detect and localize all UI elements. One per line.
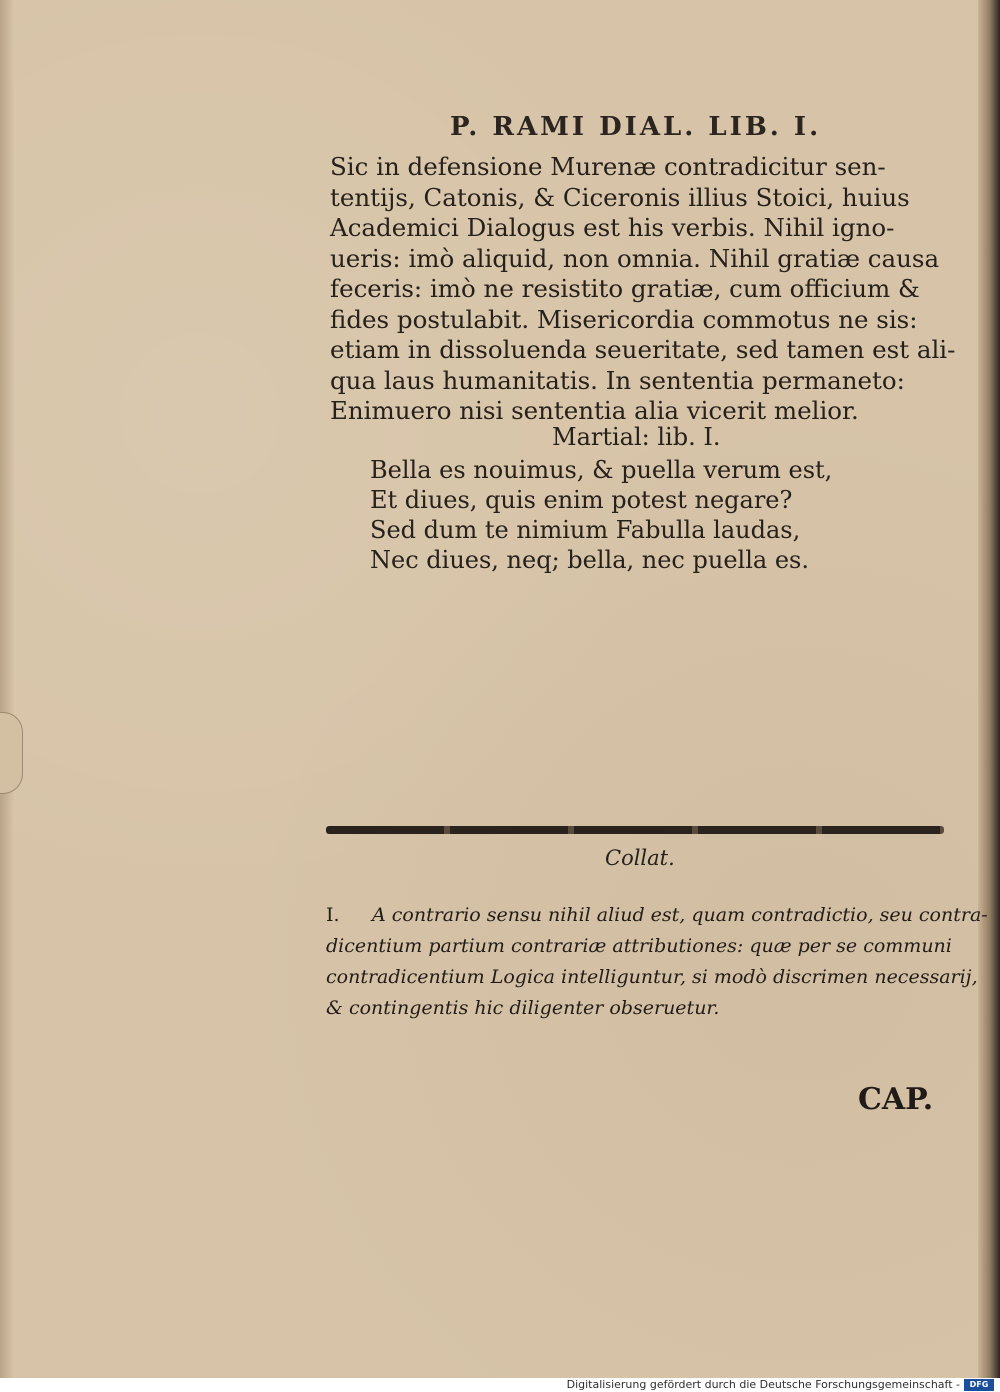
main-text-line: fides postulabit. Misericordia commotus ne sis: (330, 304, 918, 334)
verse-line: Sed dum te nimium Fabulla laudas, (370, 516, 801, 544)
commentary-note (326, 900, 988, 1024)
verse-line: Et diues, quis enim potest negare? (370, 486, 793, 514)
verse-block (370, 455, 832, 575)
verse-line: Nec diues, neq; bella, nec puella es. (370, 546, 809, 574)
main-text-line: qua laus humanitatis. In sententia permaneto: (330, 365, 905, 395)
note-line: contradicentium Logica intelliguntur, si modò discrimen necessarij, (326, 966, 978, 988)
verse-line: Bella es nouimus, & puella verum est, (370, 456, 833, 484)
ornamental-rule (326, 826, 944, 834)
verse-source-heading: Martial: lib. I. (552, 423, 721, 451)
main-text-line: Enimuero nisi sententia alia vicerit melior. (330, 396, 859, 425)
footer-credit: Digitalisierung gefördert durch die Deutsche Forschungsgemeinschaft - (566, 1378, 960, 1391)
main-text-line: Academici Dialogus est his verbis. Nihil igno- (330, 213, 895, 242)
note-number: I. (326, 904, 340, 926)
note-line-text: A contrario sensu nihil aliud est, quam contradictio, seu contra- (372, 904, 988, 926)
note-line: dicentium partium contrariæ attributiones: quæ per se communi (326, 935, 952, 957)
note-line: & contingentis hic diligenter obseruetur. (326, 997, 720, 1019)
page-binding-edge (978, 0, 1000, 1378)
collat-heading: Collat. (605, 846, 675, 870)
running-head: P. RAMI DIAL. LIB. I. (450, 112, 822, 142)
main-text-block (330, 152, 960, 427)
footer-bar (0, 1378, 1000, 1392)
page-tab-mark (0, 712, 23, 794)
page-gutter-edge (0, 0, 14, 1378)
main-text-line: etiam in dissoluenda seueritate, sed tamen est ali- (330, 335, 956, 364)
catchword: CAP. (858, 1082, 934, 1117)
main-text-line: feceris: imò ne resistito gratiæ, cum officium & (330, 274, 920, 303)
main-text-line: Sic in defensione Murenæ contradicitur sen- (330, 152, 886, 181)
dfg-logo: DFG (964, 1379, 994, 1391)
main-text-line: ueris: imò aliquid, non omnia. Nihil gratiæ causa (330, 243, 940, 273)
note-line (326, 900, 988, 931)
main-text-line: tentijs, Catonis, & Ciceronis illius Stoici, huius (330, 182, 910, 212)
